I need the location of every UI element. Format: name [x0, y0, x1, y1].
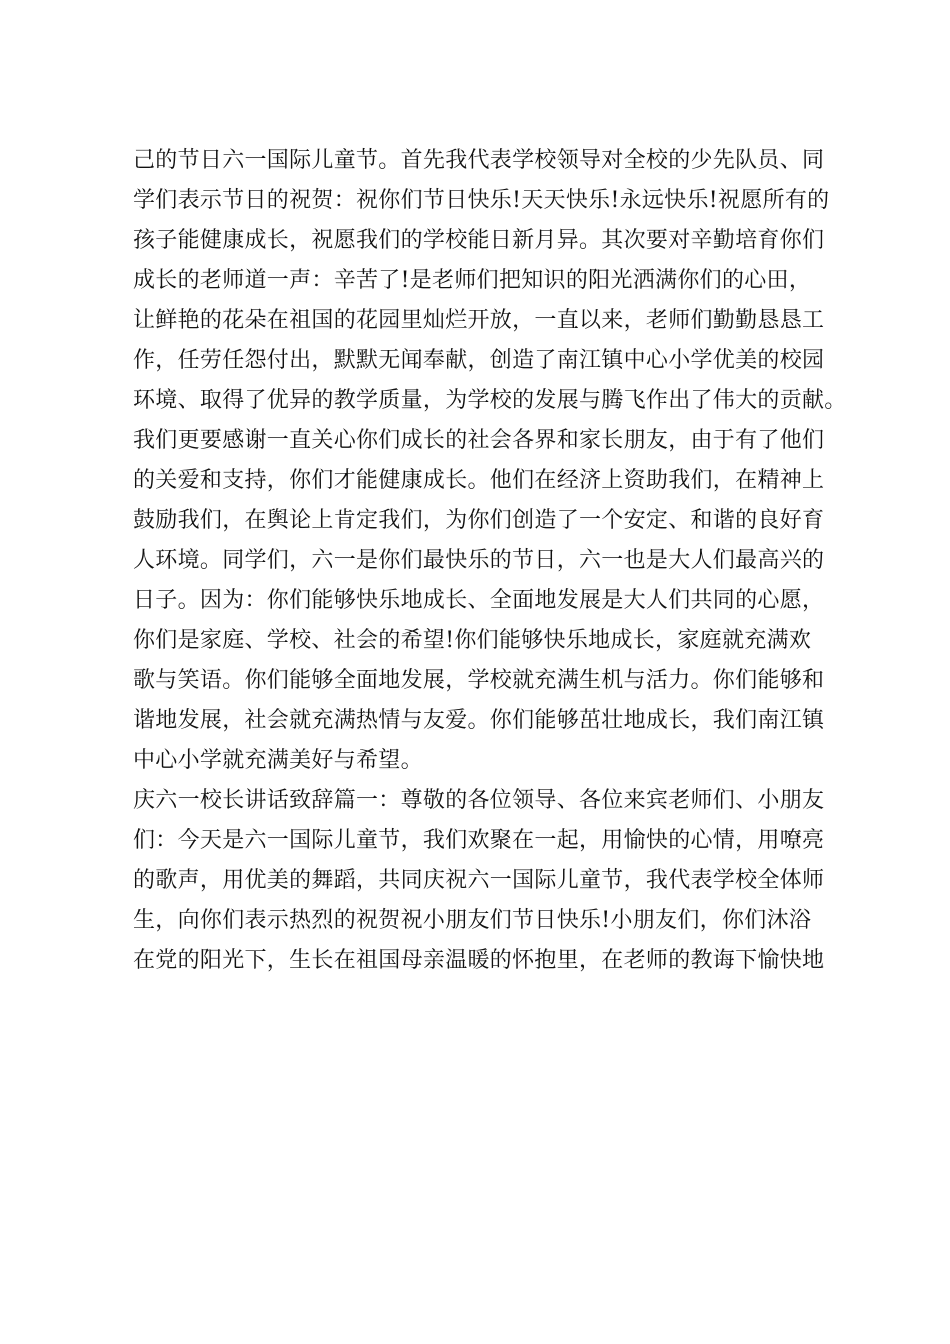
text-line: 人环境。同学们，六一是你们最快乐的节日，六一也是大人们最高兴的 [133, 548, 825, 573]
text-line: 生，向你们表示热烈的祝贺祝小朋友们节日快乐!小朋友们，你们沐浴 [133, 908, 812, 933]
text-line: 你们是家庭、学校、社会的希望!你们能够快乐地成长，家庭就充满欢 [133, 628, 812, 653]
text-line: 庆六一校长讲话致辞篇一：尊敬的各位领导、各位来宾老师们、小朋友 [133, 788, 825, 813]
text-line: 的歌声，用优美的舞蹈，共同庆祝六一国际儿童节，我代表学校全体师 [133, 868, 825, 893]
text-line: 歌与笑语。你们能够全面地发展，学校就充满生机与活力。你们能够和 [133, 668, 825, 693]
text-line: 孩子能健康成长，祝愿我们的学校能日新月异。其次要对辛勤培育你们 [133, 228, 825, 253]
text-line: 中心小学就充满美好与希望。 [133, 748, 423, 773]
text-line: 成长的老师道一声：辛苦了!是老师们把知识的阳光洒满你们的心田， [133, 268, 812, 293]
text-line: 环境、取得了优异的教学质量，为学校的发展与腾飞作出了伟大的贡献。 [133, 388, 847, 413]
body-text [133, 141, 863, 981]
text-line: 的关爱和支持，你们才能健康成长。他们在经济上资助我们，在精神上 [133, 468, 825, 493]
text-line: 让鲜艳的花朵在祖国的花园里灿烂开放，一直以来，老师们勤勤恳恳工 [133, 308, 825, 333]
text-line: 日子。因为：你们能够快乐地成长、全面地发展是大人们共同的心愿， [133, 588, 825, 613]
text-line: 鼓励我们，在舆论上肯定我们，为你们创造了一个安定、和谐的良好育 [133, 508, 825, 533]
text-line: 在党的阳光下，生长在祖国母亲温暖的怀抱里，在老师的教诲下愉快地 [133, 948, 825, 973]
text-line: 我们更要感谢一直关心你们成长的社会各界和家长朋友，由于有了他们 [133, 428, 825, 453]
text-line: 学们表示节日的祝贺：祝你们节日快乐!天天快乐!永远快乐!祝愿所有的 [133, 188, 830, 213]
text-line: 己的节日六一国际儿童节。首先我代表学校领导对全校的少先队员、同 [133, 148, 825, 173]
text-line: 们：今天是六一国际儿童节，我们欢聚在一起，用愉快的心情，用嘹亮 [133, 828, 825, 853]
text-line: 作，任劳任怨付出，默默无闻奉献，创造了南江镇中心小学优美的校园 [133, 348, 825, 373]
text-line: 谐地发展，社会就充满热情与友爱。你们能够茁壮地成长，我们南江镇 [133, 708, 825, 733]
